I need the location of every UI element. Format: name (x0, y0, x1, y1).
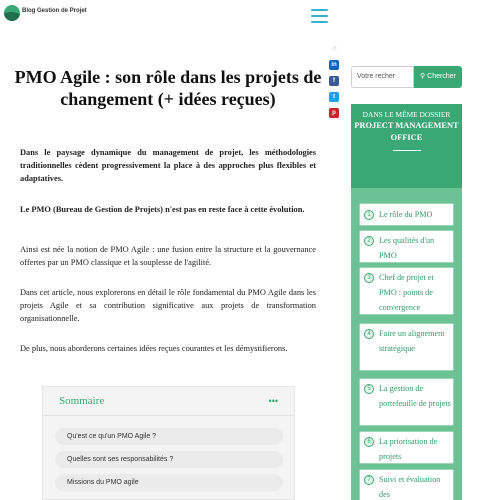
dossier-item[interactable] (359, 378, 454, 426)
dossier-subtitle: DANS LE MÊME DOSSIER (362, 110, 451, 119)
logo-text: Blog Gestion de Projet (22, 8, 87, 14)
item-number: 2 (364, 236, 374, 246)
search-button-label: Chercher (427, 73, 456, 80)
dossier-item-label: Chef de projet et PMO : points de convergence (379, 273, 434, 312)
page-title: PMO Agile : son rôle dans les projets de changement (+ idées reçues) (14, 67, 322, 109)
summary-item[interactable]: Qu'est ce qu'un PMO Agile ? (55, 428, 283, 445)
table-of-contents-box (42, 386, 295, 500)
article-paragraph: Dans cet article, nous explorerons en détail le rôle fondamental du PMO Agile dans les projets Agile et sa contribution significative aux projets de transformation organisationnelle. (20, 288, 316, 323)
dossier-item[interactable] (359, 469, 454, 500)
dossier-item-label: La gestion de portefeuille de projets (379, 384, 451, 408)
dossier-item-label: Le rôle du PMO (379, 210, 433, 219)
facebook-icon[interactable]: f (329, 76, 339, 86)
pinterest-icon[interactable]: p (329, 108, 339, 118)
article-header (12, 66, 324, 110)
dossier-list (351, 188, 462, 500)
article-paragraph: Le PMO (Bureau de Gestion de Projets) n'est pas en reste face à cette évolution. (20, 205, 305, 214)
dossier-header (351, 104, 462, 188)
article-paragraph: Dans le paysage dynamique du management de projet, les méthodologies traditionnelles cèdent progressivement la place à des approches plus flexibles et adaptatives. (20, 148, 316, 183)
article-paragraph: De plus, nous aborderons certaines idées reçues courantes et les démystifierons. (20, 344, 288, 353)
site-logo[interactable] (4, 5, 87, 21)
item-number: 1 (364, 210, 374, 220)
dossier-item-label: Faire un alignement stratégique (379, 329, 445, 353)
dossier-item[interactable] (359, 203, 454, 226)
item-number: 5 (364, 384, 374, 394)
search-icon: ⚲ (420, 73, 426, 80)
dossier-item-label: Les qualités d'un PMO (379, 236, 435, 260)
share-bar (329, 44, 340, 124)
dossier-item[interactable] (359, 230, 454, 263)
dossier-title: PROJECT MANAGEMENT OFFICE (354, 121, 459, 142)
linkedin-icon[interactable]: in (329, 60, 339, 70)
item-number: 6 (364, 437, 374, 447)
search-form (351, 66, 462, 88)
more-options-icon[interactable]: ••• (268, 396, 278, 406)
dossier-item-label: Suivi et évaluation des (379, 475, 441, 499)
logo-icon (4, 5, 20, 21)
summary-title: Sommaire (59, 395, 105, 407)
dossier-item-label: La priorisation de projets (379, 437, 438, 461)
dossier-item[interactable] (359, 431, 454, 464)
divider (393, 150, 421, 151)
share-icon: < (332, 44, 337, 53)
dossier-item[interactable] (359, 323, 454, 371)
summary-item[interactable]: Quelles sont ses responsabilités ? (55, 451, 283, 468)
dossier-item[interactable] (359, 267, 454, 315)
hamburger-menu-icon[interactable] (311, 9, 328, 23)
article-paragraph: Ainsi est née la notion de PMO Agile : une fusion entre la structure et la gouvernance offertes par un PMO classique et la souplesse de l'agilité. (20, 245, 316, 267)
top-navigation-bar (0, 0, 482, 36)
twitter-icon[interactable]: t (329, 92, 339, 102)
search-input[interactable]: Votre recher (351, 66, 414, 88)
summary-item[interactable]: Missions du PMO agile (55, 474, 283, 491)
search-button[interactable] (414, 66, 462, 88)
item-number: 3 (364, 273, 374, 283)
item-number: 4 (364, 329, 374, 339)
item-number: 7 (364, 475, 374, 485)
summary-header[interactable] (43, 387, 294, 416)
